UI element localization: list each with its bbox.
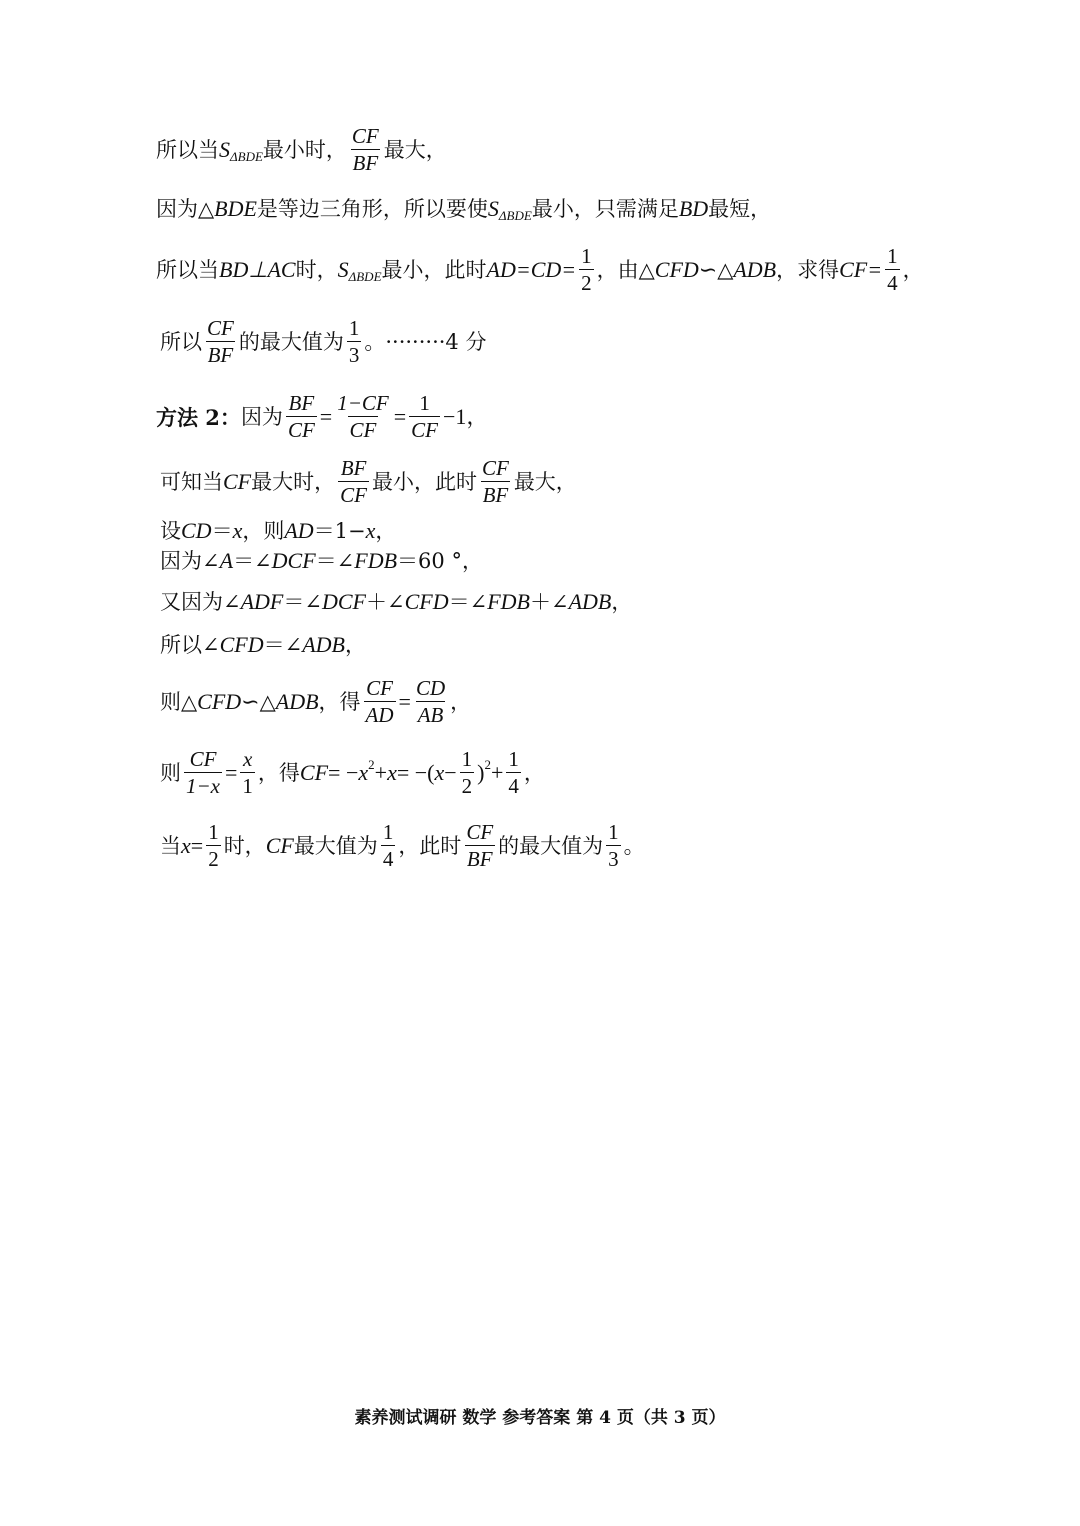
line-11: 则△ CFD ∽ △ ADB ，得 $\frac{CF}{AD}$ = $\frac{CD}{AB}$ ， xyxy=(160,676,472,727)
fraction: $\frac{CF}{BF}$ xyxy=(466,820,494,871)
fraction: $\frac{CF}{AD}$ xyxy=(365,676,394,727)
fraction: $\frac{CF}{BF}$ xyxy=(351,124,379,175)
line-10: 所以∠ CFD ＝∠ ADB ， xyxy=(160,632,366,657)
fraction: $\frac{BF}{CF}$ xyxy=(340,456,367,507)
line-1: 所以当 S ΔBDE 最小时， $\frac{CF}{BF}$ 最大， xyxy=(156,124,447,175)
line-12: 则 $\frac{CF}{1-x}$ = $\frac{x}{1}$ ，得 CF = − x 2 + x = −( x − $\frac{1}{2}$ ) 2 + $\frac{1}{4}$ ， xyxy=(160,747,545,798)
fraction: $\frac{CF}{BF}$ xyxy=(481,456,509,507)
fraction: $\frac{1}{2}$ xyxy=(581,244,592,295)
fraction: $\frac{x}{1}$ xyxy=(242,747,253,798)
fraction: $\frac{1}{CF}$ xyxy=(411,391,438,442)
method-label: 方法 2： xyxy=(156,404,241,430)
fraction: $\frac{1}{3}$ xyxy=(348,316,360,367)
line-7: 设 CD ＝ x ，则 AD ＝1− x ， xyxy=(160,518,397,543)
fraction: $\frac{1}{2}$ xyxy=(208,820,219,871)
fraction: $\frac{BF}{CF}$ xyxy=(287,391,315,442)
fraction: $\frac{1}{3}$ xyxy=(608,820,619,871)
page-footer: 素养测试调研 数学 参考答案 第 4 页（共 3 页） xyxy=(354,1408,726,1428)
line-13: 当 x = $\frac{1}{2}$ 时， CF 最大值为 $\frac{1}{4}$ ，此时 $\frac{CF}{BF}$ 的最大值为 $\frac{1}{3}$ 。 xyxy=(160,820,645,871)
fraction: $\frac{1}{2}$ xyxy=(461,747,473,798)
fraction: $\frac{1}{4}$ xyxy=(508,747,519,798)
fraction: $\frac{1}{4}$ xyxy=(887,244,898,295)
line-8: 因为∠ A ＝∠ DCF ＝∠ FDB ＝60 °， xyxy=(160,548,483,573)
line-9: 又因为∠ ADF ＝∠ DCF ＋∠ CFD ＝∠ FDB ＋∠ ADB ， xyxy=(160,589,633,614)
line-5: 方法 2： 因为 $\frac{BF}{CF}$ = $\frac{1-CF}{CF}$ = $\frac{1}{CF}$ −1， xyxy=(156,391,489,442)
fraction: $\frac{CF}{1-x}$ xyxy=(186,747,220,798)
line-3: 所以当 BD⊥AC 时， S ΔBDE 最小，此时 AD=CD= $\frac{1}{2}$ ，由△ CFD ∽ △ ADB ，求得 CF= $\frac{1}{4}$ ， xyxy=(156,244,924,295)
line-2: 因为△ BDE 是等边三角形，所以要使 S ΔBDE 最小，只需满足 BD 最短， xyxy=(156,196,772,223)
fraction: $\frac{1-CF}{CF}$ xyxy=(337,391,389,442)
line-6: 可知当 CF 最大时， $\frac{BF}{CF}$ 最小，此时 $\frac{CF}{BF}$ 最大， xyxy=(160,456,577,507)
fraction: $\frac{CD}{AB}$ xyxy=(415,676,446,727)
fraction: $\frac{1}{4}$ xyxy=(382,820,394,871)
fraction: $\frac{CF}{BF}$ xyxy=(207,316,234,367)
line-4: 所以 $\frac{CF}{BF}$ 的最大值为 $\frac{1}{3}$ 。 ········· 4 分 xyxy=(160,316,487,367)
